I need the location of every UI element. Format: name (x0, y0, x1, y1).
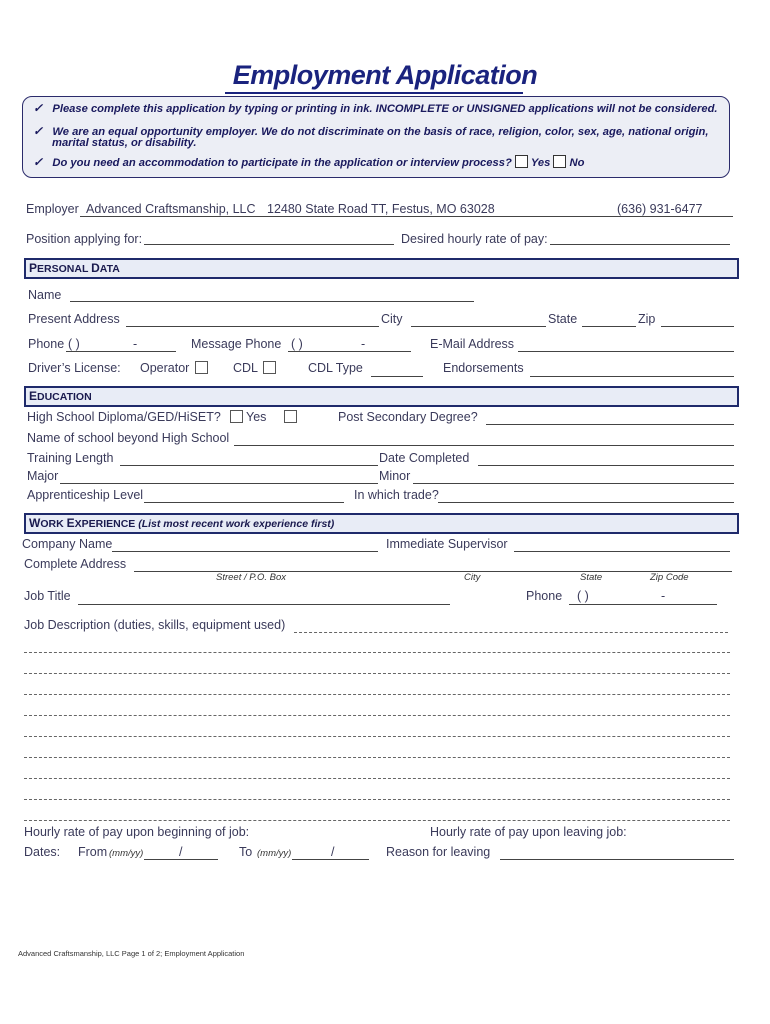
phone-input[interactable] (66, 351, 176, 352)
page-footer: Advanced Craftsmanship, LLC Page 1 of 2; Employment Application (18, 949, 245, 958)
name-label: Name (28, 288, 62, 302)
from-format: (mm/yy) (109, 848, 144, 859)
rate-leave-label: Hourly rate of pay upon leaving job: (430, 825, 627, 839)
employer-line (80, 216, 733, 217)
city-caption: City (464, 572, 481, 583)
accommodation-yes-checkbox[interactable] (515, 155, 528, 168)
check-icon: ✓ (33, 155, 44, 169)
job-description-line[interactable] (24, 652, 730, 653)
supervisor-input[interactable] (514, 551, 730, 552)
city-label: City (381, 312, 403, 326)
desired-rate-input[interactable] (550, 244, 730, 245)
job-description-line[interactable] (24, 715, 730, 716)
diploma-yes-label: Yes (246, 410, 267, 424)
minor-input[interactable] (413, 483, 734, 484)
phone-paren: ( ) (68, 337, 80, 351)
zip-caption: Zip Code (650, 572, 689, 583)
job-description-line[interactable] (24, 694, 730, 695)
work-phone-dash: - (661, 589, 666, 603)
check-icon: ✓ (33, 101, 44, 115)
minor-label: Minor (379, 469, 411, 483)
cdl-label: CDL (233, 361, 259, 375)
notice-line-1 (33, 101, 718, 115)
zip-label: Zip (638, 312, 656, 326)
section-work-experience: WORK EXPERIENCE (List most recent work experience first) (24, 513, 739, 534)
training-length-input[interactable] (120, 465, 378, 466)
reason-leaving-label: Reason for leaving (386, 845, 491, 859)
to-format: (mm/yy) (257, 848, 292, 859)
date-completed-input[interactable] (478, 465, 734, 466)
check-icon: ✓ (33, 124, 44, 138)
phone-dash: - (133, 337, 138, 351)
operator-checkbox[interactable] (195, 361, 208, 374)
reason-leaving-input[interactable] (500, 859, 734, 860)
notice-text-1: Please complete this application by typing or printing in ink. INCOMPLETE or UNSIGNED applications will not be considered. (52, 103, 718, 115)
operator-label: Operator (140, 361, 190, 375)
page-title: Employment Application (232, 60, 538, 90)
job-title-label: Job Title (24, 589, 71, 603)
street-caption: Street / P.O. Box (216, 572, 287, 583)
from-slash: / (179, 845, 183, 859)
company-name-label: Company Name (22, 537, 113, 551)
trade-input[interactable] (438, 502, 734, 503)
present-address-label: Present Address (28, 312, 120, 326)
city-input[interactable] (411, 326, 546, 327)
work-phone-label: Phone (526, 589, 563, 603)
notice-text-2b: marital status, or disability. (52, 137, 197, 149)
job-description-line[interactable] (24, 757, 730, 758)
message-phone-input[interactable] (288, 351, 411, 352)
from-date-input[interactable] (144, 859, 218, 860)
email-label: E-Mail Address (430, 337, 515, 351)
job-description-line[interactable] (24, 673, 730, 674)
position-input[interactable] (144, 244, 394, 245)
job-description-line[interactable] (24, 736, 730, 737)
message-phone-label: Message Phone (191, 337, 282, 351)
employer-address: 12480 State Road TT, Festus, MO 63028 (267, 202, 495, 216)
job-description-line[interactable] (294, 632, 728, 633)
job-title-input[interactable] (78, 604, 450, 605)
school-beyond-input[interactable] (234, 445, 734, 446)
email-input[interactable] (518, 351, 734, 352)
employer-label: Employer (26, 202, 79, 216)
message-phone-paren: ( ) (291, 337, 303, 351)
from-label: From (78, 845, 108, 859)
to-slash: / (331, 845, 335, 859)
drivers-license-label: Driver’s License: (28, 361, 121, 375)
notice-line-3 (33, 155, 584, 169)
present-address-input[interactable] (126, 326, 379, 327)
supervisor-label: Immediate Supervisor (386, 537, 508, 551)
to-label: To (239, 845, 253, 859)
state-input[interactable] (582, 326, 636, 327)
accommodation-no-label: No (569, 157, 585, 169)
accommodation-question: Do you need an accommodation to participate in the application or interview process? (52, 157, 512, 169)
accommodation-no-checkbox[interactable] (553, 155, 566, 168)
notice-line-2 (33, 124, 708, 138)
section-personal-data: PERSONAL DATA (24, 258, 739, 279)
endorsements-label: Endorsements (443, 361, 524, 375)
cdl-type-input[interactable] (371, 376, 423, 377)
zip-input[interactable] (661, 326, 734, 327)
state-label: State (548, 312, 578, 326)
post-secondary-input[interactable] (486, 424, 734, 425)
date-completed-label: Date Completed (379, 451, 470, 465)
apprenticeship-input[interactable] (144, 502, 344, 503)
diploma-label: High School Diploma/GED/HiSET? (27, 410, 221, 424)
employer-phone: (636) 931-6477 (617, 202, 703, 216)
job-description-line[interactable] (24, 820, 730, 821)
diploma-no-checkbox[interactable] (284, 410, 297, 423)
job-description-label: Job Description (duties, skills, equipment used) (24, 618, 286, 632)
job-description-line[interactable] (24, 778, 730, 779)
work-phone-input[interactable] (569, 604, 717, 605)
phone-label: Phone (28, 337, 65, 351)
diploma-yes-checkbox[interactable] (230, 410, 243, 423)
major-input[interactable] (60, 483, 378, 484)
dates-label: Dates: (24, 845, 61, 859)
title-underline (225, 92, 523, 94)
state-caption: State (580, 572, 603, 583)
section-education: EDUCATION (24, 386, 739, 407)
post-secondary-label: Post Secondary Degree? (338, 410, 478, 424)
name-input[interactable] (70, 301, 474, 302)
accommodation-yes-label: Yes (530, 157, 551, 169)
trade-label: In which trade? (354, 488, 439, 502)
cdl-type-label: CDL Type (308, 361, 363, 375)
training-length-label: Training Length (27, 451, 114, 465)
company-name-input[interactable] (112, 551, 378, 552)
major-label: Major (27, 469, 59, 483)
position-label: Position applying for: (26, 232, 143, 246)
work-phone-paren: ( ) (577, 589, 589, 603)
message-phone-dash: - (361, 337, 366, 351)
job-description-line[interactable] (24, 799, 730, 800)
complete-address-label: Complete Address (24, 557, 127, 571)
apprenticeship-label: Apprenticeship Level (27, 488, 144, 502)
desired-rate-label: Desired hourly rate of pay: (401, 232, 548, 246)
employer-name: Advanced Craftsmanship, LLC (86, 202, 256, 216)
to-date-input[interactable] (292, 859, 369, 860)
endorsements-input[interactable] (530, 376, 734, 377)
school-beyond-label: Name of school beyond High School (27, 431, 230, 445)
rate-begin-label: Hourly rate of pay upon beginning of job: (24, 825, 250, 839)
cdl-checkbox[interactable] (263, 361, 276, 374)
notice-text-2a: We are an equal opportunity employer. We do not discriminate on the basis of race, religion, color, sex, age, national origin, (52, 126, 709, 138)
